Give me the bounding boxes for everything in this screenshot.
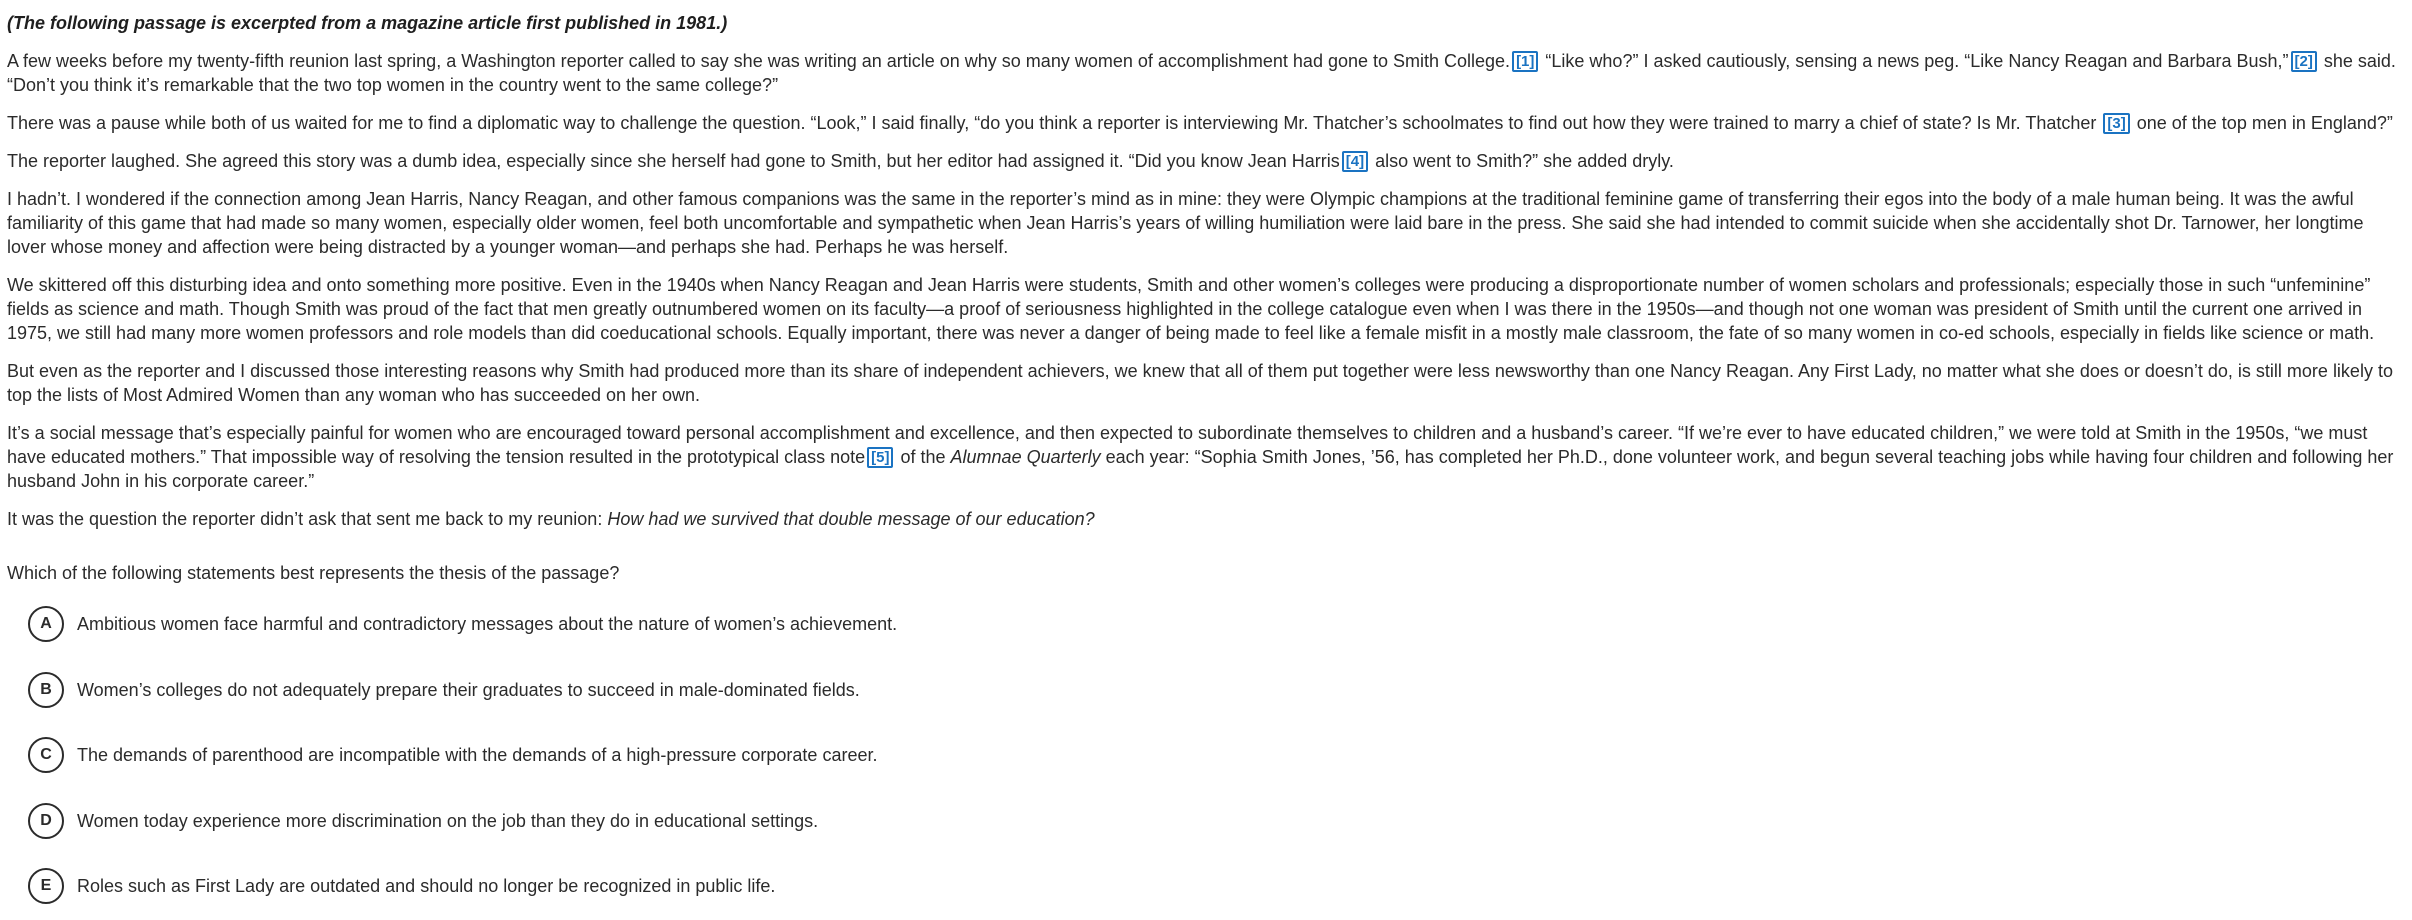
choice-letter-circle: D [28,803,64,839]
footnote-3-marker[interactable]: [3] [2103,113,2129,134]
paragraph-8 [7,507,2405,531]
paragraph-1-text-c: she said. “Don’t you think it’s remarkable that the two top women in the country went to the same college?” [7,51,2396,95]
choice-text: Ambitious women face harmful and contradictory messages about the nature of women’s achievement. [77,614,898,634]
answer-choice-a[interactable] [28,604,897,644]
choice-letter-circle: C [28,737,64,773]
question-prompt: Which of the following statements best represents the thesis of the passage? [7,563,620,583]
paragraph-1-text-a: A few weeks before my twenty-fifth reunion last spring, a Washington reporter called to say she was writing an article on why so many women of accomplishment had gone to Smith College. [7,51,1511,71]
paragraph-4: I hadn’t. I wondered if the connection among Jean Harris, Nancy Reagan, and other famous companions was the same in the reporter’s mind as in mine: they were Olympic champions at the traditional feminine game of transferring their egos into the body of a male human being. It was the awful familiarity of this game that had made so many women, especially older women, feel both uncomfortable and sympathetic when Jean Harris’s years of willing humiliation were laid bare in the press. She said she had intended to commit suicide when she accidentally shot Dr. Tarnower, her longtime lover whose money and affection were being distracted by a younger woman—and perhaps she had. Perhaps he was herself. [7,189,2364,257]
choice-letter-circle: E [28,868,64,904]
paragraph-1-text-b: “Like who?” I asked cautiously, sensing a news peg. “Like Nancy Reagan and Barbara Bush,” [1540,51,2289,71]
reading-passage [7,11,2405,545]
paragraph-8-text-a: It was the question the reporter didn’t ask that sent me back to my reunion: [7,509,608,529]
answer-choice-c[interactable] [28,735,877,775]
publication-title: Alumnae Quarterly [950,447,1101,467]
answer-choice-d[interactable] [28,801,818,841]
choice-letter-circle: A [28,606,64,642]
paragraph-7 [7,421,2405,493]
paragraph-3 [7,149,2405,173]
paragraph-5: We skittered off this disturbing idea and onto something more positive. Even in the 1940s when Nancy Reagan and Jean Harris were students, Smith and other women’s colleges were producing a disproportionate number of women scholars and professionals; especially those in such “unfeminine” fields as science and math. Though Smith was proud of the fact that men greatly outnumbered women on its faculty—a proof of seriousness highlighted in the college catalogue even when I was there in the 1950s—and though not one woman was president of Smith until the current one arrived in 1975, we still had many more women professors and role models than did coeducational schools. Equally important, there was never a danger of being made to feel like a female misfit in a mostly male classroom, the fate of so many women in co-ed schools, especially in fields like science or math. [7,275,2375,343]
paragraph-1 [7,49,2405,97]
choice-text: Women today experience more discrimination on the job than they do in educational settings. [77,811,819,831]
footnote-5-marker[interactable]: [5] [867,447,893,468]
answer-choice-b[interactable] [28,670,860,710]
choice-text: Roles such as First Lady are outdated and should no longer be recognized in public life. [77,876,776,896]
footnote-2-marker[interactable]: [2] [2291,51,2317,72]
footnote-4-marker[interactable]: [4] [1342,151,1368,172]
paragraph-7-text-a: It’s a social message that’s especially painful for women who are encouraged toward personal accomplishment and excellence, and then expected to subordinate themselves to children and a husband’s career. “If we’re ever to have educated children,” we were told at Smith in the 1950s, “we must have educated mothers.” That impossible way of resolving the tension resulted in the prototypical class note [7,423,2368,467]
paragraph-7-text-d: each year: “Sophia Smith Jones, ’56, has completed her Ph.D., done volunteer work, and begun several teaching jobs while having four children and following her husband John in his corporate career.” [7,447,2394,491]
footnote-1-marker[interactable]: [1] [1512,51,1538,72]
paragraph-2-text-b: one of the top men in England?” [2131,113,2393,133]
paragraph-7-text-b: of the [895,447,951,467]
choice-text: The demands of parenthood are incompatible with the demands of a high-pressure corporate career. [77,745,878,765]
paragraph-3-text-b: also went to Smith?” she added dryly. [1370,151,1674,171]
paragraph-8-italic-question: How had we survived that double message of our education? [607,509,1095,529]
paragraph-3-text-a: The reporter laughed. She agreed this story was a dumb idea, especially since she herself had gone to Smith, but her editor had assigned it. “Did you know Jean Harris [7,151,1340,171]
paragraph-2-text-a: There was a pause while both of us waited for me to find a diplomatic way to challenge the question. “Look,” I said finally, “do you think a reporter is interviewing Mr. Thatcher’s schoolmates to find out how they were trained to marry a chief of state? Is Mr. Thatcher [7,113,2102,133]
choice-text: Women’s colleges do not adequately prepare their graduates to succeed in male-dominated fields. [77,680,860,700]
answer-choice-e[interactable] [28,866,775,906]
paragraph-2 [7,111,2405,135]
paragraph-6: But even as the reporter and I discussed those interesting reasons why Smith had produced more than its share of independent achievers, we knew that all of them put together were less newsworthy than one Nancy Reagan. Any First Lady, no matter what she does or doesn’t do, is still more likely to top the lists of Most Admired Women than any woman who has succeeded on her own. [7,361,2393,405]
choice-letter-circle: B [28,672,64,708]
passage-intro: (The following passage is excerpted from a magazine article first published in 1981.) [7,13,728,33]
